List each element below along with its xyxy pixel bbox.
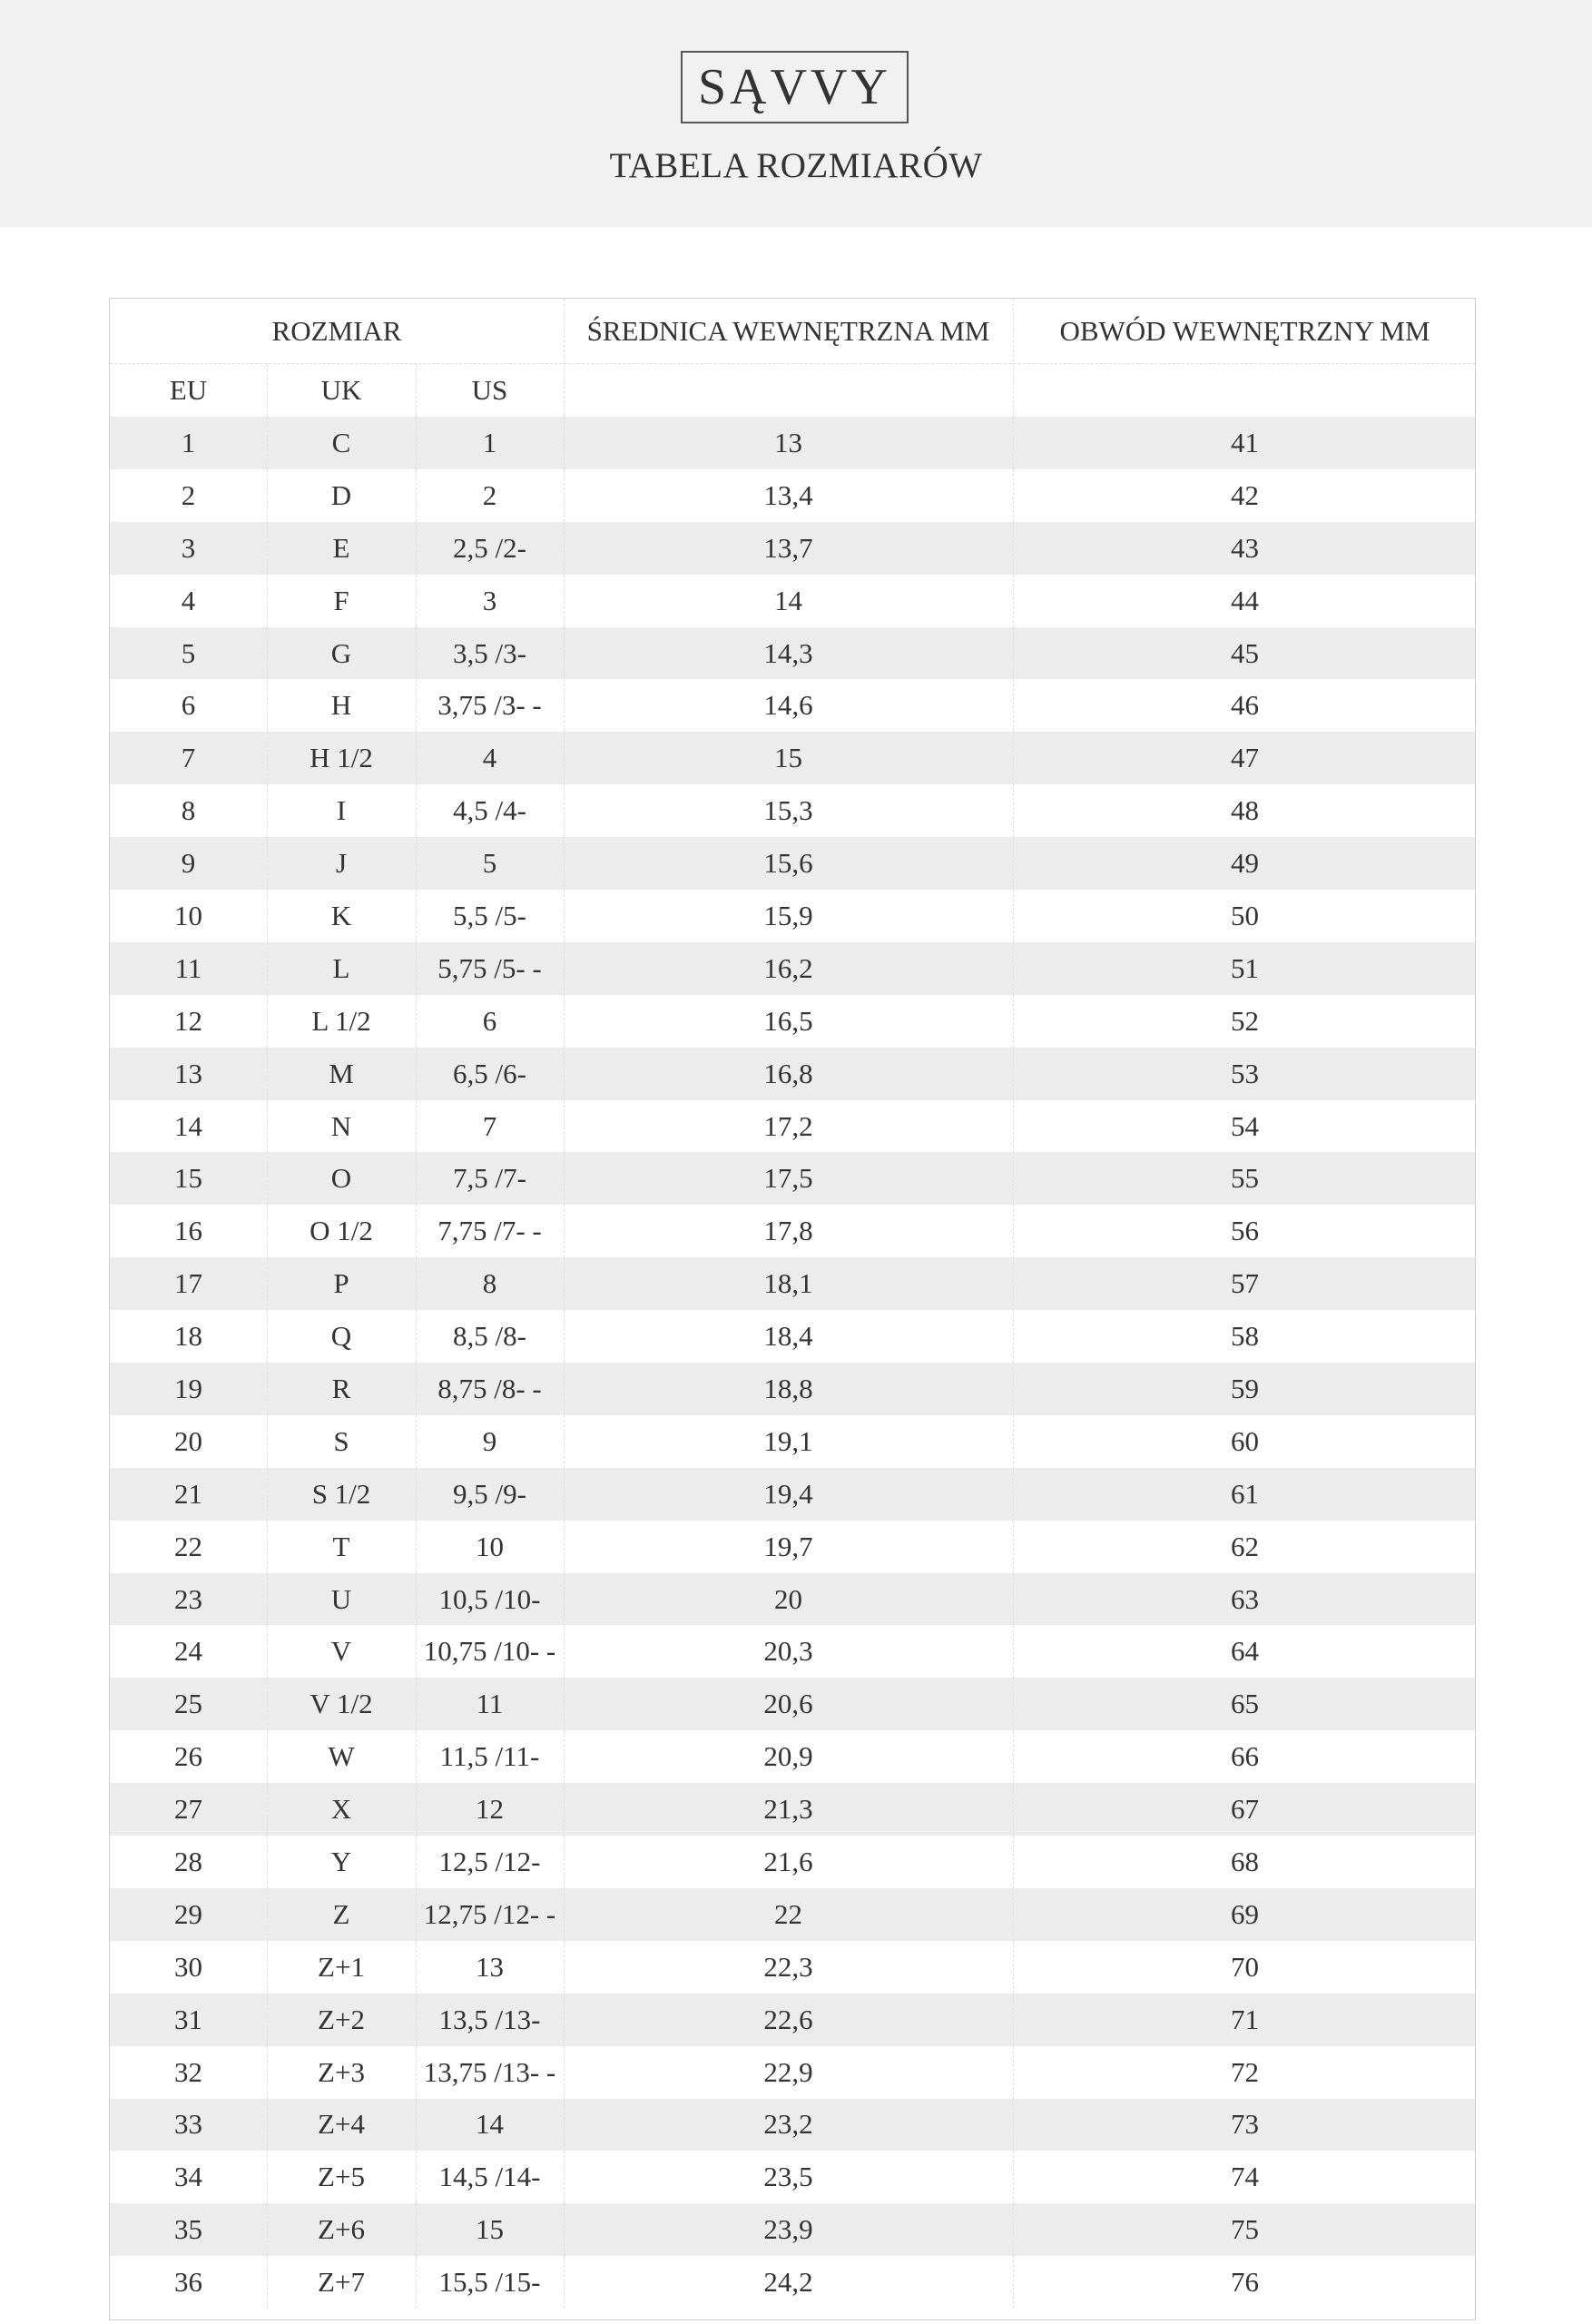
table-row bbox=[110, 1730, 1475, 1783]
cell-eu: 4 bbox=[181, 584, 196, 616]
table-row bbox=[110, 1678, 1475, 1730]
cell-diameter: 13 bbox=[774, 426, 802, 458]
cell-uk: U bbox=[330, 1582, 352, 1615]
table-subheader-row bbox=[110, 364, 1475, 417]
cell-us: 13 bbox=[476, 1950, 504, 1983]
table-row bbox=[110, 1048, 1475, 1100]
table-row bbox=[110, 2046, 1475, 2099]
cell-uk: L 1/2 bbox=[311, 1004, 371, 1037]
cell-uk: V 1/2 bbox=[310, 1688, 373, 1720]
cell-circumference: 43 bbox=[1231, 531, 1259, 564]
cell-diameter: 16,2 bbox=[763, 951, 813, 984]
table-row bbox=[110, 784, 1475, 837]
cell-us: 1 bbox=[482, 426, 497, 458]
table-row bbox=[110, 1415, 1475, 1468]
cell-uk: Q bbox=[330, 1320, 352, 1353]
cell-circumference: 68 bbox=[1231, 1845, 1259, 1877]
cell-circumference: 74 bbox=[1231, 2161, 1259, 2193]
size-table bbox=[109, 298, 1476, 2320]
cell-eu: 27 bbox=[174, 1793, 202, 1826]
table-row bbox=[110, 837, 1475, 890]
cell-uk: S 1/2 bbox=[311, 1477, 371, 1510]
table-row bbox=[110, 1310, 1475, 1363]
cell-uk: S bbox=[333, 1424, 349, 1457]
cell-uk: K bbox=[330, 899, 352, 931]
cell-us: 14 bbox=[476, 2108, 504, 2141]
cell-us: 5,5 /5- bbox=[453, 899, 526, 931]
cell-eu: 3 bbox=[181, 531, 196, 564]
cell-uk: I bbox=[336, 794, 347, 827]
cell-diameter: 23,2 bbox=[763, 2108, 813, 2141]
cell-diameter: 16,8 bbox=[763, 1057, 813, 1089]
cell-diameter: 20 bbox=[774, 1582, 802, 1615]
table-row bbox=[110, 1888, 1475, 1941]
table-row bbox=[110, 1573, 1475, 1626]
cell-eu: 13 bbox=[174, 1057, 202, 1089]
cell-eu: 30 bbox=[174, 1950, 202, 1983]
cell-us: 6,5 /6- bbox=[453, 1057, 526, 1089]
cell-circumference: 52 bbox=[1231, 1004, 1259, 1037]
cell-uk: Z bbox=[332, 1897, 350, 1930]
cell-circumference: 42 bbox=[1231, 478, 1259, 511]
cell-eu: 16 bbox=[174, 1215, 202, 1247]
cell-us: 15 bbox=[476, 2213, 504, 2246]
cell-us: 11,5 /11- bbox=[439, 1740, 540, 1773]
cell-diameter: 15,3 bbox=[763, 794, 813, 827]
cell-diameter: 17,5 bbox=[763, 1162, 813, 1195]
cell-eu: 31 bbox=[174, 2003, 202, 2035]
cell-eu: 10 bbox=[174, 899, 202, 931]
cell-uk: X bbox=[330, 1793, 352, 1826]
cell-eu: 35 bbox=[174, 2213, 202, 2246]
table-row bbox=[110, 679, 1475, 732]
cell-uk: M bbox=[329, 1057, 354, 1089]
cell-us: 9,5 /9- bbox=[453, 1477, 526, 1510]
cell-eu: 1 bbox=[181, 426, 196, 458]
table-row bbox=[110, 417, 1475, 469]
cell-circumference: 56 bbox=[1231, 1215, 1259, 1247]
cell-uk: V bbox=[330, 1635, 352, 1668]
cell-us: 12,5 /12- bbox=[438, 1845, 541, 1877]
subheader-eu: EU bbox=[169, 374, 208, 406]
cell-circumference: 53 bbox=[1231, 1057, 1259, 1089]
table-row bbox=[110, 1152, 1475, 1205]
cell-uk: Z+2 bbox=[318, 2003, 365, 2035]
table-row bbox=[110, 575, 1475, 627]
cell-circumference: 54 bbox=[1231, 1109, 1259, 1142]
table-row bbox=[110, 1257, 1475, 1310]
cell-us: 8,5 /8- bbox=[453, 1320, 526, 1353]
subheader-us: US bbox=[471, 374, 508, 406]
cell-diameter: 13,7 bbox=[763, 531, 813, 564]
table-row bbox=[110, 1783, 1475, 1836]
cell-uk: T bbox=[332, 1530, 350, 1562]
table-row bbox=[110, 469, 1475, 522]
cell-uk: G bbox=[330, 636, 352, 669]
cell-circumference: 65 bbox=[1231, 1688, 1259, 1720]
cell-eu: 7 bbox=[181, 742, 196, 774]
cell-us: 13,75 /13- - bbox=[423, 2055, 556, 2088]
cell-us: 3,75 /3- - bbox=[437, 689, 542, 722]
cell-eu: 23 bbox=[174, 1582, 202, 1615]
cell-circumference: 49 bbox=[1231, 847, 1259, 880]
table-row bbox=[110, 995, 1475, 1048]
cell-eu: 26 bbox=[174, 1740, 202, 1773]
cell-us: 8,75 /8- - bbox=[437, 1372, 542, 1404]
cell-diameter: 23,9 bbox=[763, 2213, 813, 2246]
table-row bbox=[110, 1625, 1475, 1678]
cell-circumference: 50 bbox=[1231, 899, 1259, 931]
cell-diameter: 20,3 bbox=[763, 1635, 813, 1668]
cell-diameter: 22,9 bbox=[763, 2055, 813, 2088]
cell-us: 10 bbox=[476, 1530, 504, 1562]
cell-diameter: 16,5 bbox=[763, 1004, 813, 1037]
cell-us: 4 bbox=[482, 742, 497, 774]
cell-eu: 8 bbox=[181, 794, 196, 827]
cell-us: 11 bbox=[476, 1688, 504, 1720]
cell-diameter: 18,8 bbox=[763, 1372, 813, 1404]
cell-diameter: 19,7 bbox=[763, 1530, 813, 1562]
brand-logo bbox=[681, 51, 909, 123]
brand-name: SĄVVY bbox=[698, 59, 891, 115]
cell-diameter: 24,2 bbox=[763, 2266, 813, 2299]
cell-diameter: 14 bbox=[774, 584, 802, 616]
table-row bbox=[110, 942, 1475, 995]
cell-diameter: 17,8 bbox=[763, 1215, 813, 1247]
cell-circumference: 58 bbox=[1231, 1320, 1259, 1353]
cell-diameter: 14,3 bbox=[763, 636, 813, 669]
cell-circumference: 55 bbox=[1231, 1162, 1259, 1195]
cell-circumference: 69 bbox=[1231, 1897, 1259, 1930]
cell-uk: Z+3 bbox=[318, 2055, 365, 2088]
cell-uk: H 1/2 bbox=[310, 742, 373, 774]
cell-eu: 21 bbox=[174, 1477, 202, 1510]
cell-uk: Z+7 bbox=[318, 2266, 365, 2299]
cell-circumference: 61 bbox=[1231, 1477, 1259, 1510]
cell-diameter: 15,6 bbox=[763, 847, 813, 880]
cell-circumference: 72 bbox=[1231, 2055, 1259, 2088]
cell-circumference: 48 bbox=[1231, 794, 1259, 827]
cell-diameter: 18,4 bbox=[763, 1320, 813, 1353]
cell-eu: 12 bbox=[174, 1004, 202, 1037]
cell-uk: Z+5 bbox=[318, 2161, 365, 2193]
cell-eu: 11 bbox=[174, 951, 202, 984]
cell-uk: Z+6 bbox=[318, 2213, 365, 2246]
table-row bbox=[110, 2256, 1475, 2309]
cell-diameter: 21,3 bbox=[763, 1793, 813, 1826]
table-row bbox=[110, 1994, 1475, 2046]
cell-uk: Z+1 bbox=[318, 1950, 365, 1983]
cell-us: 2 bbox=[482, 478, 497, 511]
cell-uk: L bbox=[332, 951, 350, 984]
table-row bbox=[110, 2099, 1475, 2152]
cell-us: 15,5 /15- bbox=[438, 2266, 541, 2299]
table-row bbox=[110, 1100, 1475, 1153]
table-header-row bbox=[110, 299, 1475, 364]
cell-uk: O 1/2 bbox=[310, 1215, 373, 1247]
cell-us: 12,75 /12- - bbox=[423, 1897, 556, 1930]
cell-eu: 34 bbox=[174, 2161, 202, 2193]
subheader-uk: UK bbox=[320, 374, 362, 406]
table-row bbox=[110, 732, 1475, 784]
table-body bbox=[110, 417, 1475, 2309]
cell-circumference: 67 bbox=[1231, 1793, 1259, 1826]
cell-us: 3,5 /3- bbox=[453, 636, 526, 669]
cell-eu: 24 bbox=[174, 1635, 202, 1668]
table-row bbox=[110, 1521, 1475, 1573]
cell-uk: N bbox=[330, 1109, 352, 1142]
cell-uk: R bbox=[331, 1372, 351, 1404]
cell-diameter: 21,6 bbox=[763, 1845, 813, 1877]
cell-eu: 32 bbox=[174, 2055, 202, 2088]
cell-eu: 22 bbox=[174, 1530, 202, 1562]
table-row bbox=[110, 522, 1475, 575]
cell-uk: O bbox=[330, 1162, 352, 1195]
cell-circumference: 64 bbox=[1231, 1635, 1259, 1668]
cell-us: 10,5 /10- bbox=[438, 1582, 541, 1615]
cell-uk: P bbox=[333, 1267, 349, 1300]
cell-uk: F bbox=[333, 584, 349, 616]
cell-diameter: 20,6 bbox=[763, 1688, 813, 1720]
cell-circumference: 66 bbox=[1231, 1740, 1259, 1773]
cell-uk: W bbox=[328, 1740, 355, 1773]
table-row bbox=[110, 890, 1475, 942]
table-row bbox=[110, 2203, 1475, 2256]
cell-uk: Z+4 bbox=[318, 2108, 365, 2141]
table-row bbox=[110, 1836, 1475, 1888]
cell-uk: E bbox=[332, 531, 350, 564]
cell-circumference: 57 bbox=[1231, 1267, 1259, 1300]
cell-circumference: 60 bbox=[1231, 1424, 1259, 1457]
cell-uk: C bbox=[331, 426, 351, 458]
cell-circumference: 41 bbox=[1231, 426, 1259, 458]
cell-us: 7,75 /7- - bbox=[437, 1215, 542, 1247]
cell-circumference: 45 bbox=[1231, 636, 1259, 669]
cell-circumference: 76 bbox=[1231, 2266, 1259, 2299]
cell-us: 6 bbox=[482, 1004, 497, 1037]
cell-circumference: 75 bbox=[1231, 2213, 1259, 2246]
table-row bbox=[110, 1941, 1475, 1994]
cell-us: 4,5 /4- bbox=[453, 794, 526, 827]
cell-eu: 18 bbox=[174, 1320, 202, 1353]
cell-eu: 15 bbox=[174, 1162, 202, 1195]
cell-uk: H bbox=[330, 689, 352, 722]
cell-diameter: 22,6 bbox=[763, 2003, 813, 2035]
cell-us: 12 bbox=[476, 1793, 504, 1826]
cell-eu: 14 bbox=[174, 1109, 202, 1142]
cell-us: 7,5 /7- bbox=[453, 1162, 526, 1195]
cell-circumference: 73 bbox=[1231, 2108, 1259, 2141]
cell-diameter: 14,6 bbox=[763, 689, 813, 722]
cell-us: 5,75 /5- - bbox=[437, 951, 542, 984]
cell-eu: 20 bbox=[174, 1424, 202, 1457]
cell-uk: Y bbox=[330, 1845, 352, 1877]
cell-diameter: 22 bbox=[774, 1897, 802, 1930]
cell-circumference: 46 bbox=[1231, 689, 1259, 722]
cell-circumference: 63 bbox=[1231, 1582, 1259, 1615]
cell-diameter: 15,9 bbox=[763, 899, 813, 931]
cell-eu: 6 bbox=[181, 689, 196, 722]
cell-circumference: 62 bbox=[1231, 1530, 1259, 1562]
cell-eu: 29 bbox=[174, 1897, 202, 1930]
cell-diameter: 18,1 bbox=[763, 1267, 813, 1300]
cell-diameter: 13,4 bbox=[763, 478, 813, 511]
cell-eu: 17 bbox=[174, 1267, 202, 1300]
cell-eu: 28 bbox=[174, 1845, 202, 1877]
cell-diameter: 22,3 bbox=[763, 1950, 813, 1983]
cell-diameter: 19,1 bbox=[763, 1424, 813, 1457]
cell-eu: 19 bbox=[174, 1372, 202, 1404]
table-row bbox=[110, 1468, 1475, 1521]
cell-circumference: 47 bbox=[1231, 742, 1259, 774]
cell-circumference: 70 bbox=[1231, 1950, 1259, 1983]
cell-diameter: 17,2 bbox=[763, 1109, 813, 1142]
cell-eu: 36 bbox=[174, 2266, 202, 2299]
header-size: ROZMIAR bbox=[271, 314, 402, 347]
table-row bbox=[110, 1363, 1475, 1415]
cell-diameter: 19,4 bbox=[763, 1477, 813, 1510]
header-diameter: ŚREDNICA WEWNĘTRZNA MM bbox=[586, 314, 990, 347]
cell-us: 9 bbox=[482, 1424, 497, 1457]
cell-us: 3 bbox=[482, 584, 497, 616]
cell-diameter: 20,9 bbox=[763, 1740, 813, 1773]
cell-uk: J bbox=[335, 847, 348, 880]
cell-us: 10,75 /10- - bbox=[423, 1635, 556, 1668]
cell-us: 7 bbox=[482, 1109, 497, 1142]
header-circumference: OBWÓD WEWNĘTRZNY MM bbox=[1059, 314, 1430, 347]
cell-us: 14,5 /14- bbox=[438, 2161, 541, 2193]
cell-us: 2,5 /2- bbox=[453, 531, 526, 564]
table-row bbox=[110, 2151, 1475, 2203]
cell-circumference: 44 bbox=[1231, 584, 1259, 616]
cell-circumference: 59 bbox=[1231, 1372, 1259, 1404]
cell-eu: 33 bbox=[174, 2108, 202, 2141]
cell-us: 8 bbox=[482, 1267, 497, 1300]
cell-circumference: 51 bbox=[1231, 951, 1259, 984]
cell-circumference: 71 bbox=[1231, 2003, 1259, 2035]
cell-eu: 2 bbox=[181, 478, 196, 511]
table-row bbox=[110, 1205, 1475, 1257]
cell-diameter: 15 bbox=[774, 742, 802, 774]
cell-us: 13,5 /13- bbox=[438, 2003, 541, 2035]
cell-uk: D bbox=[330, 478, 352, 511]
table-row bbox=[110, 627, 1475, 680]
cell-eu: 9 bbox=[181, 847, 196, 880]
cell-eu: 25 bbox=[174, 1688, 202, 1720]
cell-us: 5 bbox=[482, 847, 497, 880]
page-title: TABELA ROZMIARÓW bbox=[609, 146, 983, 185]
cell-diameter: 23,5 bbox=[763, 2161, 813, 2193]
cell-eu: 5 bbox=[181, 636, 196, 669]
